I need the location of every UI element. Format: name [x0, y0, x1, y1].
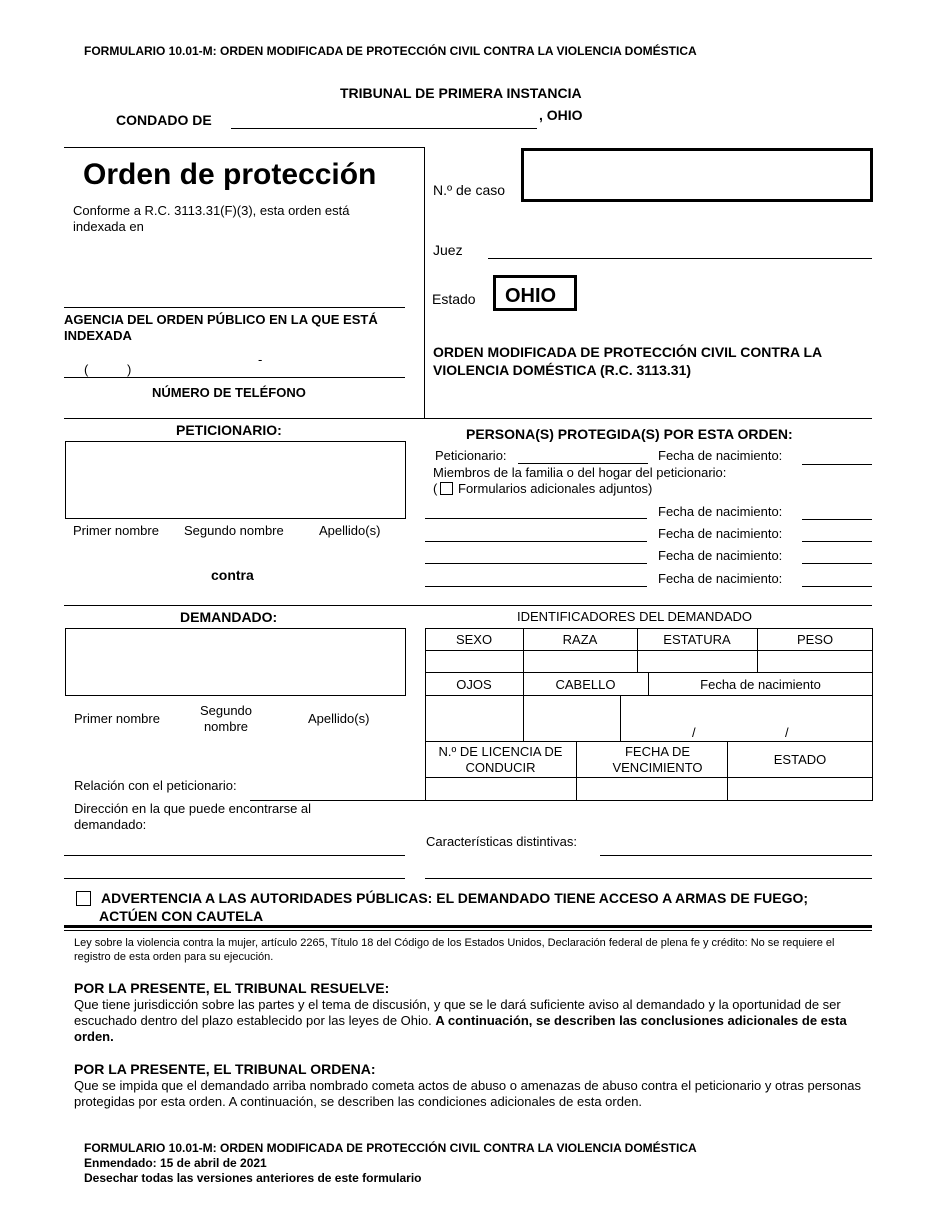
- family-member-dob-field-4[interactable]: [802, 586, 872, 587]
- judge-field[interactable]: [488, 258, 872, 259]
- respondent-heading: DEMANDADO:: [180, 609, 278, 625]
- footer-form-title: FORMULARIO 10.01-M: ORDEN MODIFICADA DE PROTECCIÓN CIVIL CONTRA LA VIOLENCIA DOMÉSTICA: [84, 1141, 697, 1155]
- hair-label: CABELLO: [555, 677, 616, 692]
- agency-label: AGENCIA DEL ORDEN PÚBLICO EN LA QUE ESTÁ INDEXADA: [64, 312, 378, 343]
- identifiers-row3-divider: [425, 777, 873, 778]
- family-member-field-4[interactable]: [425, 586, 647, 587]
- petitioner-last-name-label: Apellido(s): [319, 523, 381, 538]
- address-label: Dirección en la que puede encontrarse al demandado:: [74, 801, 312, 832]
- identifiers-row1-divider: [425, 650, 873, 651]
- respondent-first-name-label: Primer nombre: [74, 711, 160, 726]
- family-member-dob-field-3[interactable]: [802, 563, 872, 564]
- respondent-name-field[interactable]: [65, 628, 406, 696]
- expiration-label: FECHA DE VENCIMIENTO: [612, 744, 703, 775]
- section-divider: [64, 418, 872, 419]
- license-state-label: ESTADO: [773, 752, 827, 767]
- distinctive-features-field[interactable]: [600, 855, 872, 856]
- case-number-field[interactable]: [521, 148, 873, 202]
- respondent-dob-label: Fecha de nacimiento: [700, 677, 821, 692]
- family-member-field-3[interactable]: [425, 563, 647, 564]
- address-field[interactable]: [64, 855, 405, 856]
- phone-paren-open: (: [84, 362, 89, 377]
- court-resolves-text: [74, 997, 864, 1045]
- family-member-field-2[interactable]: [425, 541, 647, 542]
- protected-petitioner-field[interactable]: [518, 463, 648, 464]
- county-field[interactable]: [231, 128, 537, 129]
- protected-petitioner-dob-field[interactable]: [802, 464, 872, 465]
- relation-label: Relación con el peticionario:: [74, 778, 237, 793]
- protected-petitioner-dob-label: Fecha de nacimiento:: [658, 448, 783, 463]
- identifiers-row2-col2b: [620, 695, 621, 742]
- family-member-dob-label-4: Fecha de nacimiento:: [658, 571, 783, 586]
- firearms-warning-text: ADVERTENCIA A LAS AUTORIDADES PÚBLICAS: EL DEMANDADO TIENE ACCESO A ARMAS DE FUEGO; ACTÚEN CON CAUTELA: [99, 890, 809, 924]
- distinctive-features-label: Características distintivas:: [426, 834, 577, 849]
- additional-forms-label: Formularios adicionales adjuntos): [458, 481, 653, 496]
- footer-discard-note: Desechar todas las versiones anteriores de este formulario: [84, 1171, 422, 1185]
- state-value-box: OHIO: [493, 275, 577, 311]
- family-member-dob-label-2: Fecha de nacimiento:: [658, 526, 783, 541]
- indexed-text: Conforme a R.C. 3113.31(F)(3), esta orden está indexada en: [73, 203, 350, 234]
- weight-label: PESO: [796, 632, 834, 647]
- respondent-last-name-label: Apellido(s): [308, 711, 370, 726]
- protection-order-title: Orden de protección: [83, 158, 377, 191]
- judge-label: Juez: [433, 242, 463, 258]
- county-label: CONDADO DE: [116, 112, 212, 128]
- form-header-title: FORMULARIO 10.01-M: ORDEN MODIFICADA DE PROTECCIÓN CIVIL CONTRA LA VIOLENCIA DOMÉSTICA: [84, 44, 697, 58]
- court-orders-text: Que se impida que el demandado arriba nombrado cometa actos de abuso o amenazas de abuso contra el peticionario y otras personas protegidas por esta orden. A continuación, se describen las condiciones adicionales de esta orden.: [74, 1078, 861, 1109]
- case-number-label: N.º de caso: [433, 182, 506, 198]
- court-orders-heading: POR LA PRESENTE, EL TRIBUNAL ORDENA:: [74, 1061, 376, 1077]
- court-resolves-heading: POR LA PRESENTE, EL TRIBUNAL RESUELVE:: [74, 980, 390, 996]
- identifiers-row2-divider: [425, 695, 873, 696]
- additional-forms-checkbox[interactable]: [440, 482, 453, 495]
- family-member-dob-field-1[interactable]: [802, 519, 872, 520]
- identifiers-row3-col2: [727, 741, 728, 801]
- height-label: ESTATURA: [663, 632, 731, 647]
- identifiers-heading: IDENTIFICADORES DEL DEMANDADO: [517, 609, 752, 624]
- phone-label: NÚMERO DE TELÉFONO: [152, 385, 306, 400]
- distinctive-features-field-2[interactable]: [425, 878, 872, 879]
- court-resolves-body: Que tiene jurisdicción sobre las partes y el tema de discusión, y que se le dará suficiente aviso al demandado y la oportunidad de ser escuchado dentro del plazo establecido por las leyes de Ohio.: [74, 997, 841, 1028]
- county-state-suffix: , OHIO: [539, 107, 583, 123]
- firearms-warning-checkbox[interactable]: [76, 891, 91, 906]
- state-label: Estado: [432, 291, 476, 307]
- warning-rule-thick: [64, 925, 872, 928]
- top-box-border: [64, 147, 424, 148]
- address-field-2[interactable]: [64, 878, 405, 879]
- sex-label: SEXO: [455, 632, 493, 647]
- petitioner-heading: PETICIONARIO:: [176, 422, 282, 438]
- dob-slash-2: /: [785, 725, 789, 740]
- law-note: Ley sobre la violencia contra la mujer, artículo 2265, Título 18 del Código de los Estados Unidos, Declaración federal de plena fe y crédito: No se requiere el registro de esta orden para su ejecución.: [74, 937, 835, 963]
- license-label: N.º DE LICENCIA DE CONDUCIR: [438, 744, 563, 775]
- footer-amended: Enmendado: 15 de abril de 2021: [84, 1156, 267, 1170]
- petitioner-middle-name-label: Segundo nombre: [184, 523, 284, 538]
- petitioner-name-field[interactable]: [65, 441, 406, 519]
- family-member-field-1[interactable]: [425, 518, 647, 519]
- phone-paren-close: ): [127, 362, 132, 377]
- versus-label: contra: [211, 567, 254, 583]
- phone-field[interactable]: [64, 377, 405, 378]
- identifiers-row3-col1: [576, 741, 577, 801]
- court-name: TRIBUNAL DE PRIMERA INSTANCIA: [340, 85, 582, 101]
- eyes-label: OJOS: [456, 677, 492, 692]
- family-member-dob-field-2[interactable]: [802, 541, 872, 542]
- additional-forms-paren: (: [433, 481, 438, 496]
- protected-persons-heading: PERSONA(S) PROTEGIDA(S) POR ESTA ORDEN:: [466, 426, 793, 442]
- family-members-label: Miembros de la familia o del hogar del peticionario:: [433, 465, 727, 480]
- race-label: RAZA: [562, 632, 598, 647]
- petitioner-first-name-label: Primer nombre: [73, 523, 159, 538]
- modified-order-title: ORDEN MODIFICADA DE PROTECCIÓN CIVIL CONTRA LA VIOLENCIA DOMÉSTICA (R.C. 3113.31): [433, 344, 822, 378]
- top-box-divider: [424, 147, 425, 418]
- family-member-dob-label-3: Fecha de nacimiento:: [658, 548, 783, 563]
- agency-field[interactable]: [64, 307, 405, 308]
- section-divider-2: [64, 605, 872, 606]
- phone-dash: -: [258, 352, 263, 367]
- family-member-dob-label-1: Fecha de nacimiento:: [658, 504, 783, 519]
- court-resolves-bold: A continuación, se describen las conclusiones adicionales de esta orden.: [74, 1013, 847, 1044]
- protected-petitioner-label: Peticionario:: [435, 448, 507, 463]
- respondent-middle-name-label: Segundo nombre: [199, 703, 253, 734]
- dob-slash-1: /: [692, 725, 696, 740]
- warning-rule-thin: [64, 930, 872, 931]
